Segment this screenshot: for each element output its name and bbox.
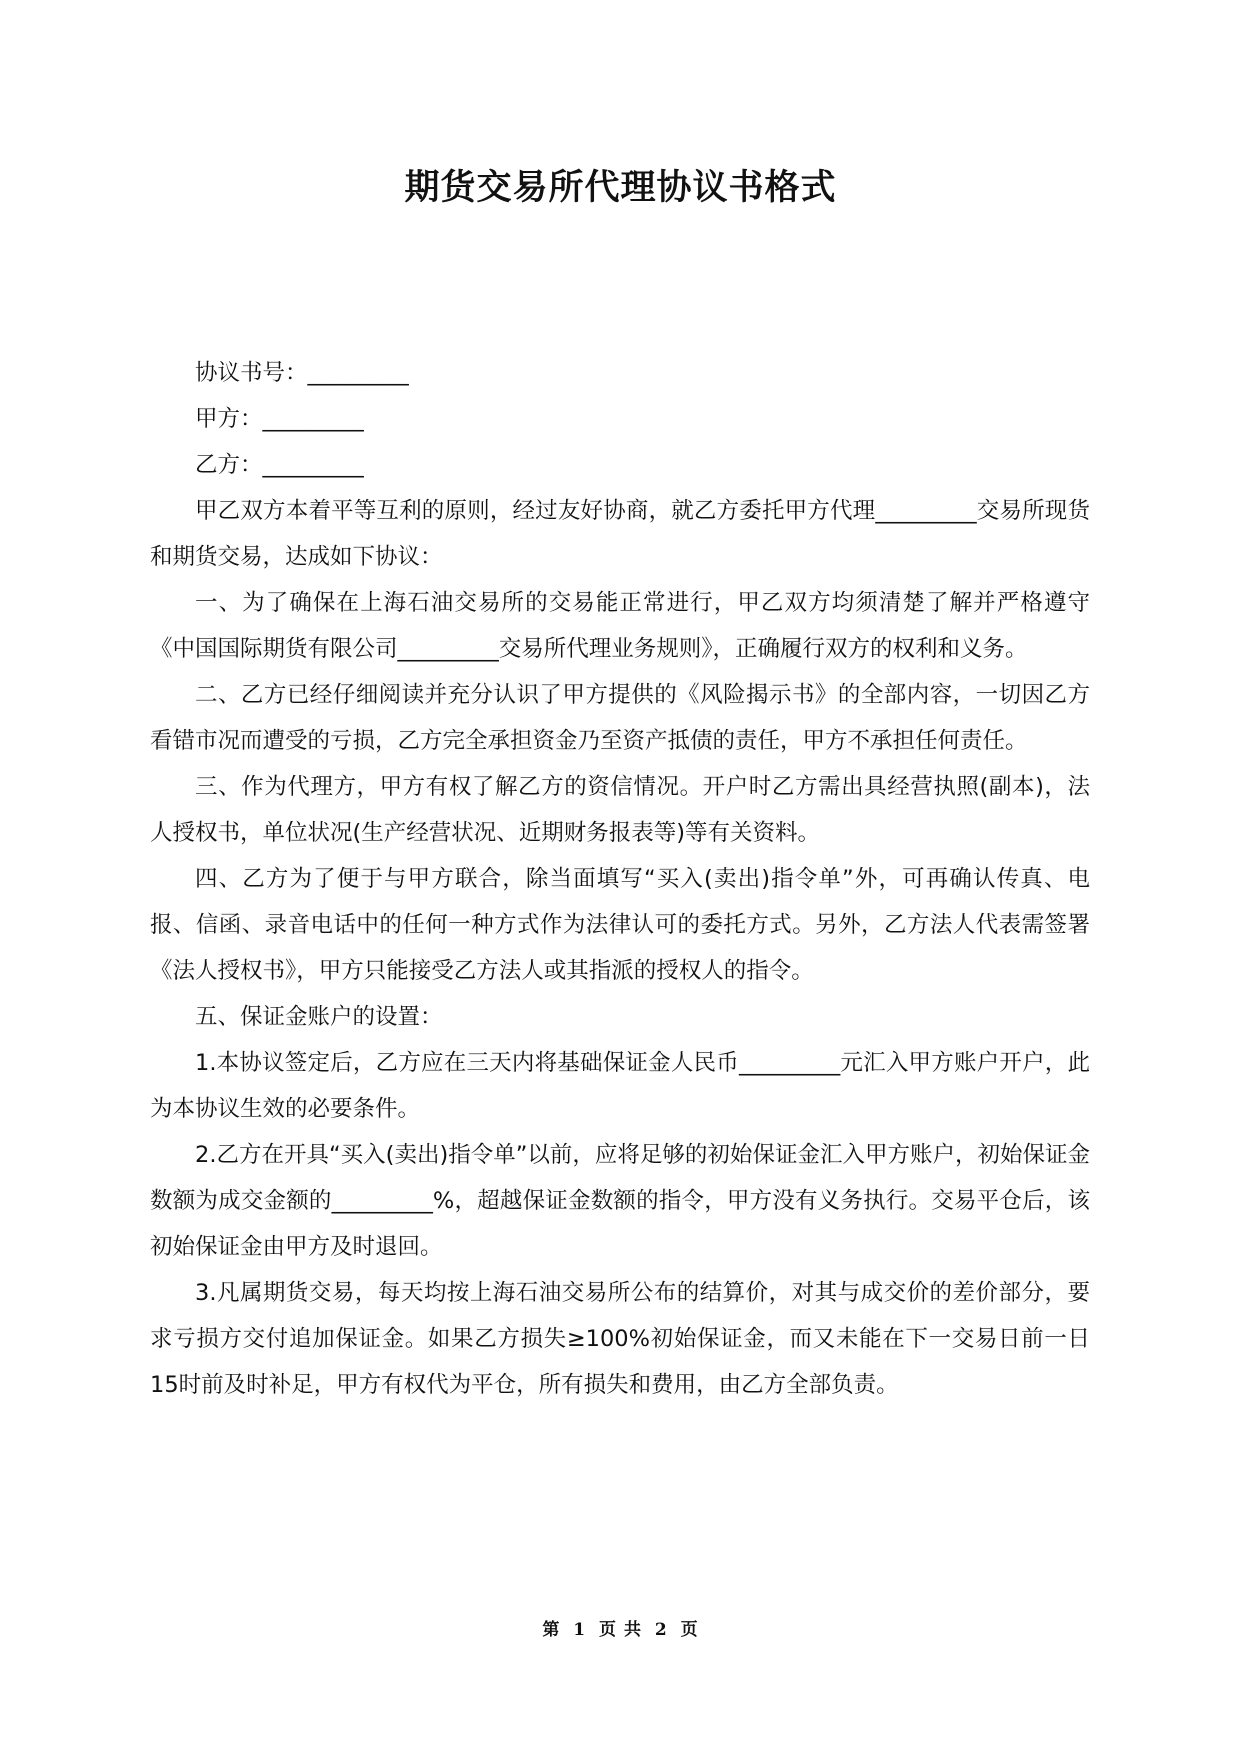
- page-label-suffix: 页: [680, 1620, 699, 1640]
- page-footer: [0, 1615, 1241, 1640]
- clause-5-heading: 五、保证金账户的设置：: [195, 1004, 443, 1030]
- page-label-mid: 页 共: [599, 1620, 642, 1640]
- clause-5-item-2: 2.乙方在开具“买入(卖出)指令单”以前，应将足够的初始保证金汇入甲方账户，初始保证金数额为成交金额的_________%，超越保证金数额的指令，甲方没有义务执行。交易平仓后，该初始保证金由甲方及时退回。: [150, 1142, 1090, 1260]
- party-a-field: 甲方：_________: [195, 406, 364, 432]
- document-body: [150, 350, 1090, 1408]
- document-title: 期货交易所代理协议书格式: [404, 167, 837, 208]
- clause-2-paragraph: 二、乙方已经仔细阅读并充分认识了甲方提供的《风险揭示书》的全部内容，一切因乙方看错市况而遭受的亏损，乙方完全承担资金乃至资产抵债的责任，甲方不承担任何责任。: [150, 682, 1090, 754]
- preamble-paragraph: 甲乙双方本着平等互利的原则，经过友好协商，就乙方委托甲方代理_________交易所现货和期货交易，达成如下协议：: [150, 498, 1090, 570]
- total-pages-number: 2: [654, 1620, 668, 1640]
- party-b-field: 乙方：_________: [195, 452, 364, 478]
- clause-3-paragraph: 三、作为代理方，甲方有权了解乙方的资信情况。开户时乙方需出具经营执照(副本)，法人授权书，单位状况(生产经营状况、近期财务报表等)等有关资料。: [150, 774, 1090, 846]
- clause-5-item-1: 1.本协议签定后，乙方应在三天内将基础保证金人民币_________元汇入甲方账户开户，此为本协议生效的必要条件。: [150, 1050, 1090, 1122]
- current-page-number: 1: [573, 1620, 587, 1640]
- clause-1-paragraph: 一、为了确保在上海石油交易所的交易能正常进行，甲乙双方均须清楚了解并严格遵守《中国国际期货有限公司_________交易所代理业务规则》，正确履行双方的权利和义务。: [150, 590, 1090, 662]
- clause-5-item-3: 3.凡属期货交易，每天均按上海石油交易所公布的结算价，对其与成交价的差价部分，要求亏损方交付追加保证金。如果乙方损失≥100%初始保证金，而又未能在下一交易日前一日15时前及时补足，甲方有权代为平仓，所有损失和费用，由乙方全部负责。: [150, 1280, 1090, 1398]
- agreement-number-field: 协议书号：_________: [195, 360, 409, 386]
- clause-4-paragraph: 四、乙方为了便于与甲方联合，除当面填写“买入(卖出)指令单”外，可再确认传真、电报、信函、录音电话中的任何一种方式作为法律认可的委托方式。另外，乙方法人代表需签署《法人授权书》，甲方只能接受乙方法人或其指派的授权人的指令。: [150, 866, 1090, 984]
- page-label-prefix: 第: [542, 1620, 561, 1640]
